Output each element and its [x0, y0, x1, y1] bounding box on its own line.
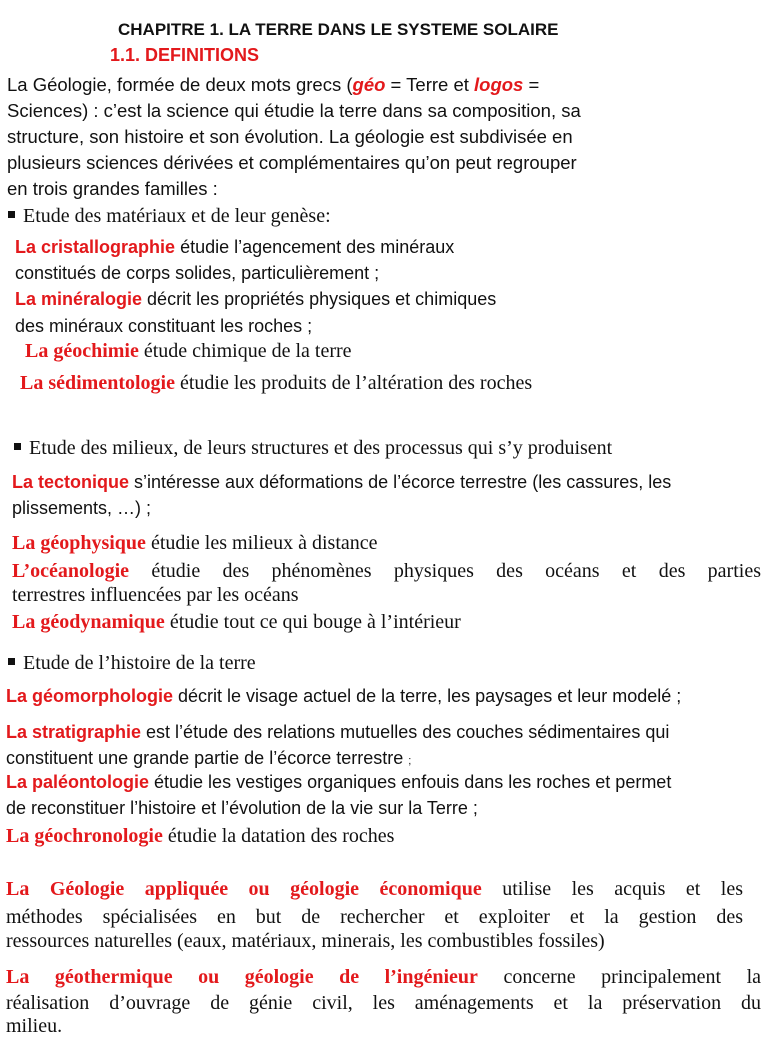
definition-text: est l’étude des relations mutuelles des couches sédimentaires qui	[141, 722, 670, 742]
term-mineralogie: La minéralogie	[15, 289, 143, 309]
ocean-line-2: terrestres influencées par les océans	[12, 584, 299, 606]
tecto-line-2: plissements, …) ;	[12, 498, 152, 518]
crist-line-1	[15, 237, 454, 258]
term-logos: logos	[474, 74, 524, 95]
definition-text: constituent une grande partie de l’écorce terrestre	[6, 748, 409, 768]
term-geomorphologie: La géomorphologie	[6, 686, 174, 706]
family-heading-text: Etude des milieux, de leurs structures et des processus qui s’y produisent	[29, 437, 613, 459]
strat-line-2	[6, 748, 411, 769]
geoth-line-2: réalisation d’ouvrage de génie civil, les aménagements et la préservation du	[6, 992, 761, 1014]
intro-line-5: en trois grandes familles :	[7, 178, 218, 199]
geomorph-line	[6, 686, 681, 707]
term-geophysique: La géophysique	[12, 532, 146, 554]
definition-text: décrit le visage actuel de la terre, les paysages et leur modelé ;	[173, 686, 682, 706]
term-geodynamique: La géodynamique	[12, 611, 165, 633]
definition-text: étudie les vestiges organiques enfouis dans les roches et permet	[149, 772, 672, 792]
eco-line-2: méthodes spécialisées en but de rechercher et exploiter et la gestion des	[6, 906, 743, 928]
ocean-line-1	[12, 558, 761, 584]
geoth-line-3: milieu.	[6, 1015, 63, 1037]
paleo-line-1	[6, 772, 671, 793]
intro-line-4: plusieurs sciences dérivées et complémentaires qu’on peut regrouper	[7, 152, 577, 173]
definition-text: décrit les propriétés physiques et chimiques	[142, 289, 497, 309]
definition-text: étudie l’agencement des minéraux	[175, 237, 455, 257]
term-geochronologie: La géochronologie	[6, 825, 163, 847]
miner-line-2: des minéraux constituant les roches ;	[15, 316, 313, 336]
eco-line-1	[6, 876, 743, 902]
definition-text: étude chimique de la terre	[138, 340, 352, 362]
family-3-heading	[8, 652, 256, 675]
intro-text: La Géologie, formée de deux mots grecs (	[7, 74, 353, 95]
term-geochimie: La géochimie	[25, 340, 139, 362]
term-geo: géo	[352, 74, 386, 95]
family-heading-text: Etude des matériaux et de leur genèse:	[23, 205, 331, 227]
term-stratigraphie: La stratigraphie	[6, 722, 142, 742]
intro-text: = Terre et	[385, 74, 475, 95]
chapter-title: CHAPITRE 1. LA TERRE DANS LE SYSTEME SOLAIRE	[118, 20, 559, 39]
term-oceanologie: L’océanologie	[12, 560, 130, 582]
term-paleontologie: La paléontologie	[6, 772, 150, 792]
tecto-line-1	[12, 472, 671, 493]
definition-text: étudie la datation des roches	[162, 825, 395, 847]
geoth-line-1	[6, 964, 761, 990]
term-geologie-appliquee: La Géologie appliquée ou géologie économique	[6, 878, 482, 900]
definition-text: concerne principalement la	[477, 966, 761, 988]
definition-text: ;	[408, 755, 412, 767]
geochim-line	[25, 340, 352, 363]
bullet-icon	[8, 211, 15, 218]
geophys-line	[12, 532, 378, 555]
bullet-icon	[8, 658, 15, 665]
geochron-line	[6, 825, 394, 848]
term-cristallographie: La cristallographie	[15, 237, 176, 257]
intro-line-1	[7, 74, 539, 96]
intro-line-2: Sciences) : c’est la science qui étudie la terre dans sa composition, sa	[7, 100, 581, 121]
sedim-line	[20, 372, 532, 395]
miner-line-1	[15, 289, 496, 310]
term-tectonique: La tectonique	[12, 472, 130, 492]
family-1-heading	[8, 205, 331, 228]
definition-text: utilise les acquis et les	[481, 878, 743, 900]
strat-line-1	[6, 722, 669, 743]
definition-text: étudie des phénomènes physiques des océans et des parties	[129, 560, 761, 582]
intro-line-3: structure, son histoire et son évolution. La géologie est subdivisée en	[7, 126, 573, 147]
family-2-heading	[14, 437, 612, 460]
section-title: 1.1. DEFINITIONS	[110, 45, 260, 65]
term-sedimentologie: La sédimentologie	[20, 372, 175, 394]
geodyn-line	[12, 611, 461, 634]
crist-line-2: constitués de corps solides, particulièrement ;	[15, 263, 380, 283]
intro-text: =	[523, 74, 540, 95]
eco-line-3: ressources naturelles (eaux, matériaux, minerais, les combustibles fossiles)	[6, 930, 605, 952]
paleo-line-2: de reconstituer l’histoire et l’évolution de la vie sur la Terre ;	[6, 798, 478, 818]
definition-text: étudie tout ce qui bouge à l’intérieur	[164, 611, 461, 633]
definition-text: étudie les milieux à distance	[145, 532, 378, 554]
family-heading-text: Etude de l’histoire de la terre	[23, 652, 256, 674]
bullet-icon	[14, 443, 21, 450]
definition-text: étudie les produits de l’altération des roches	[175, 372, 533, 394]
term-geothermique: La géothermique ou géologie de l’ingénieur	[6, 966, 478, 988]
definition-text: s’intéresse aux déformations de l’écorce terrestre (les cassures, les	[129, 472, 672, 492]
